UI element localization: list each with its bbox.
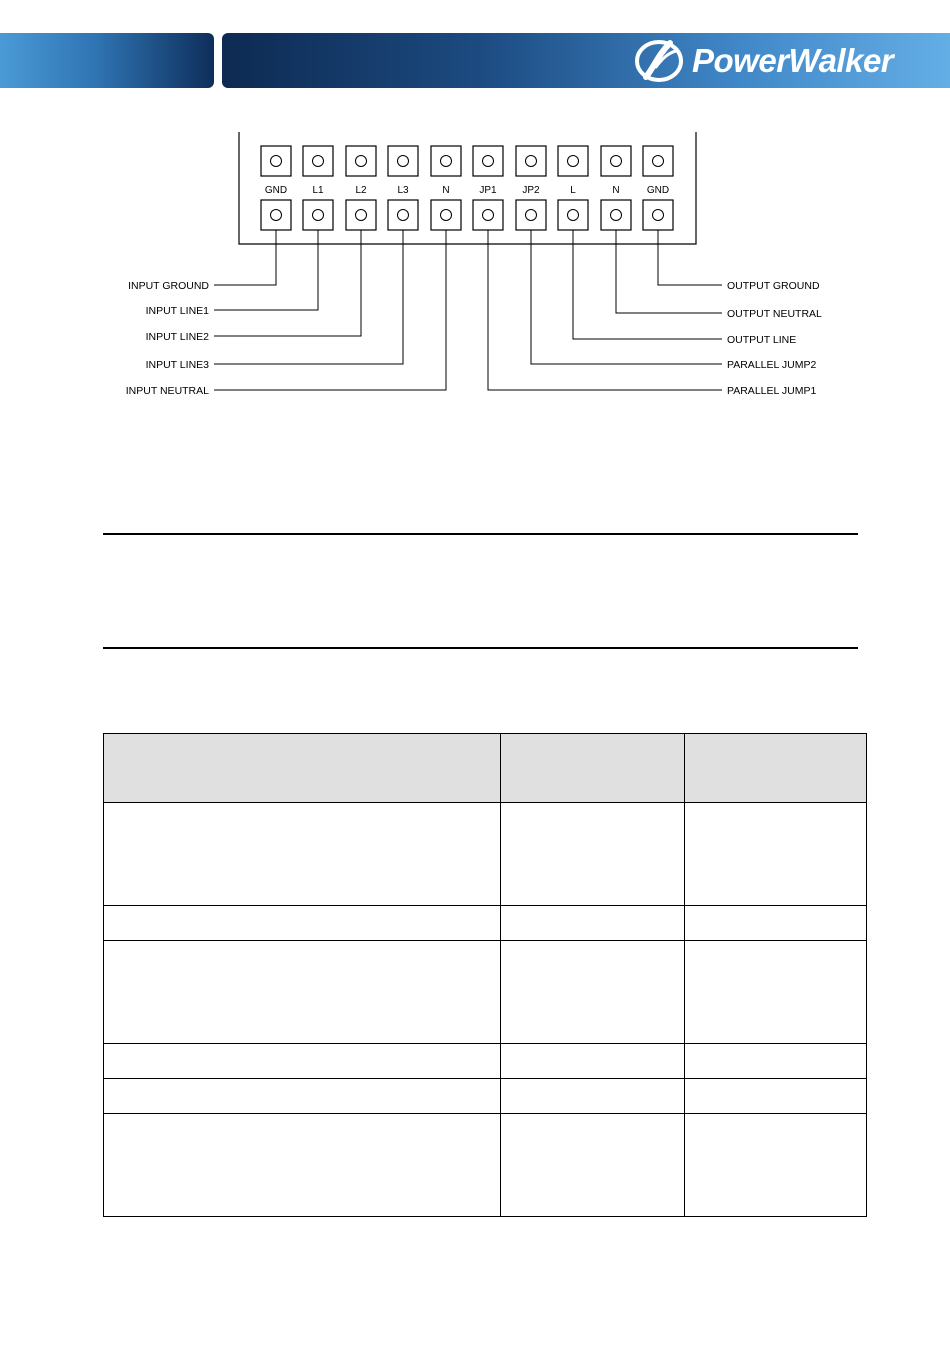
table-row — [104, 1114, 867, 1217]
terminal-screw-box — [261, 200, 291, 230]
terminal-label: N — [612, 185, 620, 196]
table-cell — [501, 941, 685, 1044]
table-cell — [104, 1079, 501, 1114]
leader-line — [616, 230, 722, 313]
section-rule-bottom — [103, 647, 858, 649]
leader-line — [214, 230, 318, 310]
table-header-cell — [104, 734, 501, 803]
terminal-description: PARALLEL JUMP2 — [727, 359, 817, 371]
table-header-cell — [685, 734, 867, 803]
leader-line — [214, 230, 403, 364]
table-row — [104, 803, 867, 906]
table-cell — [501, 1079, 685, 1114]
terminal-description: OUTPUT GROUND — [727, 280, 820, 292]
spec-table — [103, 733, 867, 1217]
terminal-label: N — [442, 185, 450, 196]
leader-line — [531, 230, 722, 364]
terminal-label: L1 — [312, 185, 324, 196]
terminal-screw-box — [303, 200, 333, 230]
terminal-label: L — [570, 185, 576, 196]
terminal-description: INPUT LINE2 — [145, 331, 209, 343]
terminal-screw-box — [643, 200, 673, 230]
terminal-screw-box — [601, 146, 631, 176]
table-cell — [104, 1114, 501, 1217]
terminal-label: L3 — [397, 185, 409, 196]
table-cell — [501, 906, 685, 941]
terminal-label: JP2 — [522, 185, 540, 196]
terminal-label: GND — [646, 185, 670, 196]
terminal-screw-box — [388, 200, 418, 230]
terminal-block-diagram — [0, 0, 950, 420]
terminal-label: JP1 — [479, 185, 497, 196]
terminal-description: INPUT LINE1 — [145, 305, 209, 317]
table-cell — [685, 1079, 867, 1114]
terminal-description: INPUT GROUND — [128, 280, 209, 292]
terminal-screw-box — [516, 200, 546, 230]
terminal-description: INPUT NEUTRAL — [125, 385, 209, 397]
table-row — [104, 941, 867, 1044]
table-cell — [685, 1044, 867, 1079]
terminal-screw-box — [516, 146, 546, 176]
table-header-cell — [501, 734, 685, 803]
table-cell — [685, 906, 867, 941]
terminal-screw-box — [473, 200, 503, 230]
leader-line — [214, 230, 276, 285]
table-cell — [104, 803, 501, 906]
terminal-description: INPUT LINE3 — [145, 359, 209, 371]
terminal-screw-box — [473, 146, 503, 176]
terminal-screw-box — [558, 200, 588, 230]
terminal-screw-box — [558, 146, 588, 176]
terminal-screw-box — [601, 200, 631, 230]
terminal-screw-box — [261, 146, 291, 176]
terminal-screw-box — [388, 146, 418, 176]
table-header-row — [104, 734, 867, 803]
leader-line — [488, 230, 722, 390]
leader-line — [658, 230, 722, 285]
table-cell — [104, 906, 501, 941]
table-cell — [685, 941, 867, 1044]
terminal-label: L2 — [355, 185, 367, 196]
terminal-screw-box — [643, 146, 673, 176]
terminal-screw-box — [431, 200, 461, 230]
terminal-screw-box — [303, 146, 333, 176]
terminal-label: GND — [264, 185, 288, 196]
terminal-description: OUTPUT NEUTRAL — [727, 308, 822, 320]
terminal-screw-box — [346, 146, 376, 176]
table-cell — [104, 941, 501, 1044]
table-cell — [685, 803, 867, 906]
table-cell — [104, 1044, 501, 1079]
table-row — [104, 1079, 867, 1114]
terminal-screw-box — [431, 146, 461, 176]
terminal-description: PARALLEL JUMP1 — [727, 385, 817, 397]
section-rule-top — [103, 533, 858, 535]
table-cell — [501, 803, 685, 906]
table-cell — [501, 1044, 685, 1079]
table-cell — [501, 1114, 685, 1217]
table-row — [104, 906, 867, 941]
logo-text: PowerWalker — [692, 42, 894, 79]
terminal-screw-box — [346, 200, 376, 230]
table-cell — [685, 1114, 867, 1217]
leader-line — [214, 230, 361, 336]
table-row — [104, 1044, 867, 1079]
terminal-description: OUTPUT LINE — [727, 334, 797, 346]
